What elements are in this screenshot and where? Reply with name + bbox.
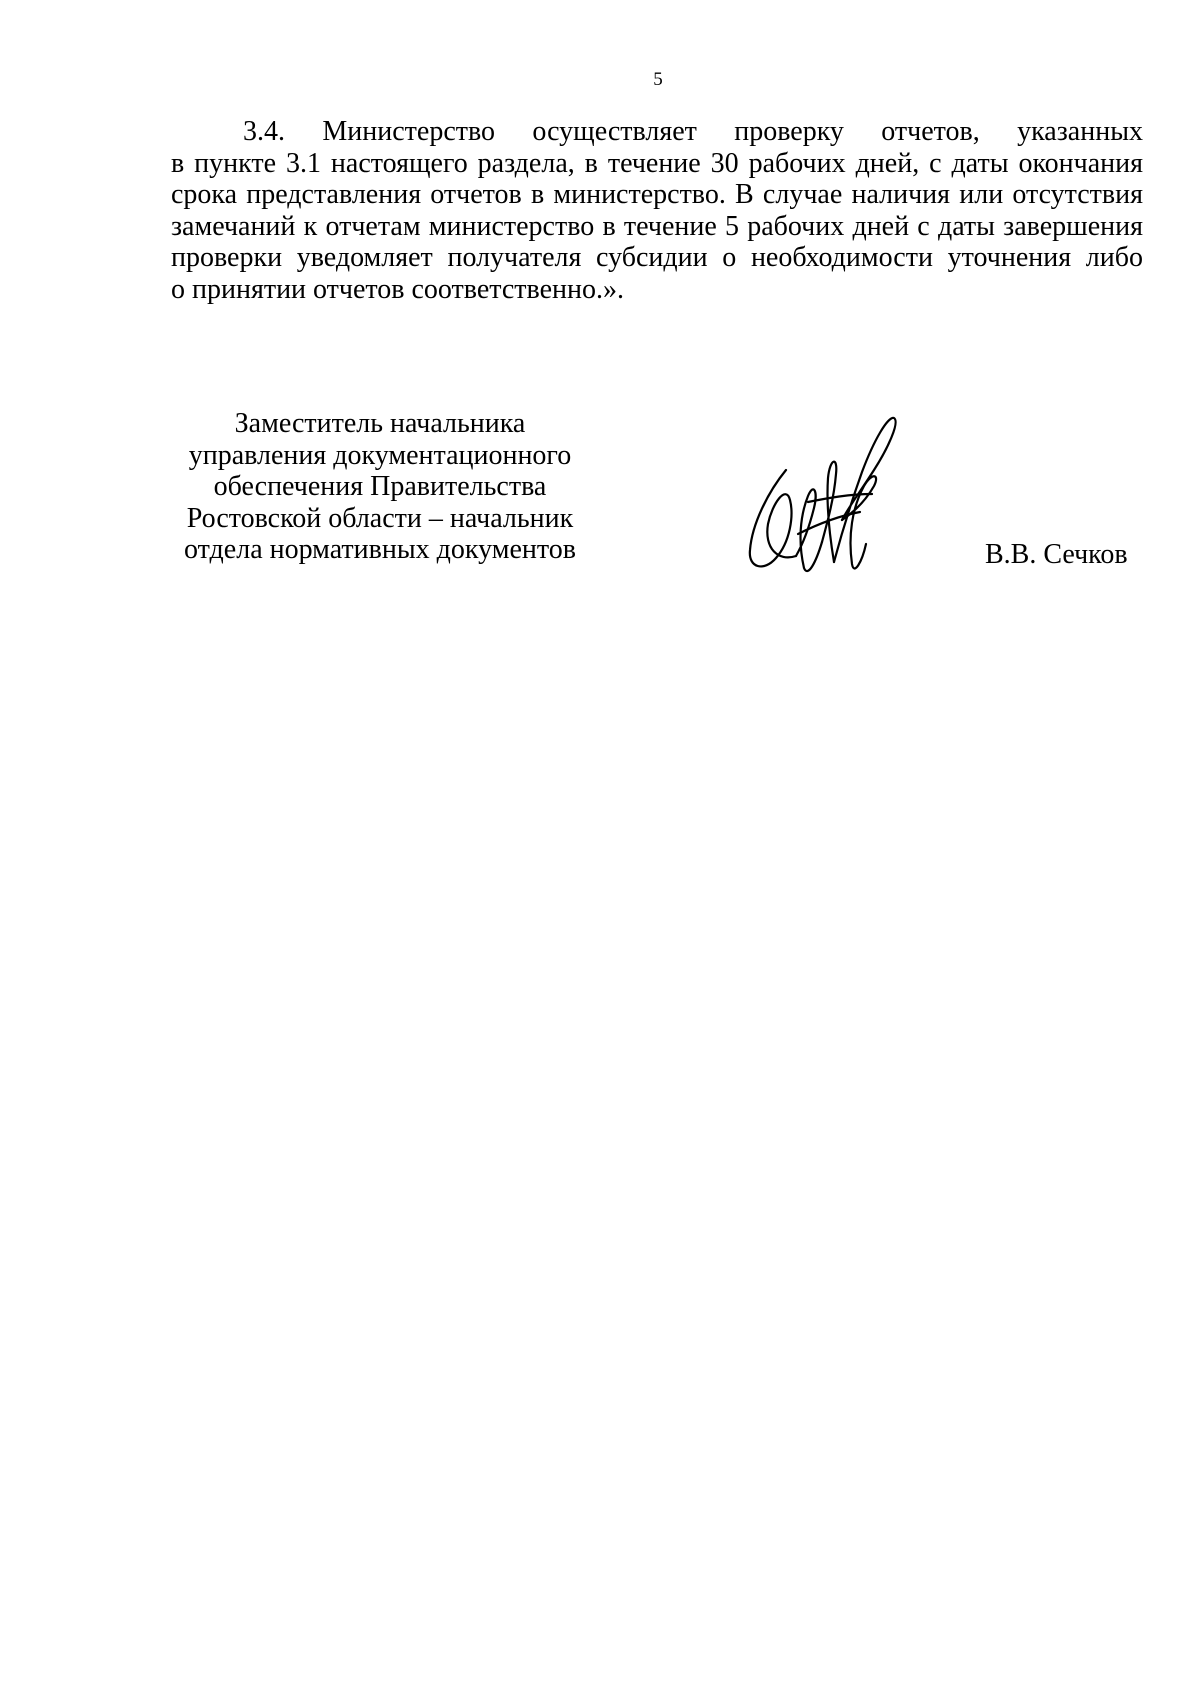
position-line: Ростовской области – начальник	[186, 502, 574, 534]
position-line: Заместитель начальника	[234, 408, 526, 439]
position-line: обеспечения Правительства	[213, 471, 547, 502]
position-line: отдела нормативных документов	[184, 534, 576, 565]
paragraph-line: замечаний к отчетам министерство в течение 5 рабочих дней с даты завершения	[171, 210, 1143, 242]
paragraph-line: в пункте 3.1 настоящего раздела, в течение 30 рабочих дней, с даты окончания	[171, 147, 1143, 179]
paragraph-3-4	[171, 116, 1143, 305]
paragraph-line: срока представления отчетов в министерство. В случае наличия или отсутствия	[171, 179, 1143, 210]
signer-name: В.В. Сечков	[985, 539, 1128, 570]
page-number: 5	[653, 69, 663, 90]
paragraph-line: 3.4. Министерство осуществляет проверку отчетов, указанных	[243, 116, 1143, 147]
handwritten-signature-icon	[738, 412, 908, 578]
paragraph-text	[171, 116, 1143, 305]
signatory-position	[170, 408, 590, 566]
position-line: управления документационного	[188, 439, 572, 471]
paragraph-line: проверки уведомляет получателя субсидии о необходимости уточнения либо	[171, 242, 1143, 273]
paragraph-line: о принятии отчетов соответственно.».	[171, 273, 624, 305]
